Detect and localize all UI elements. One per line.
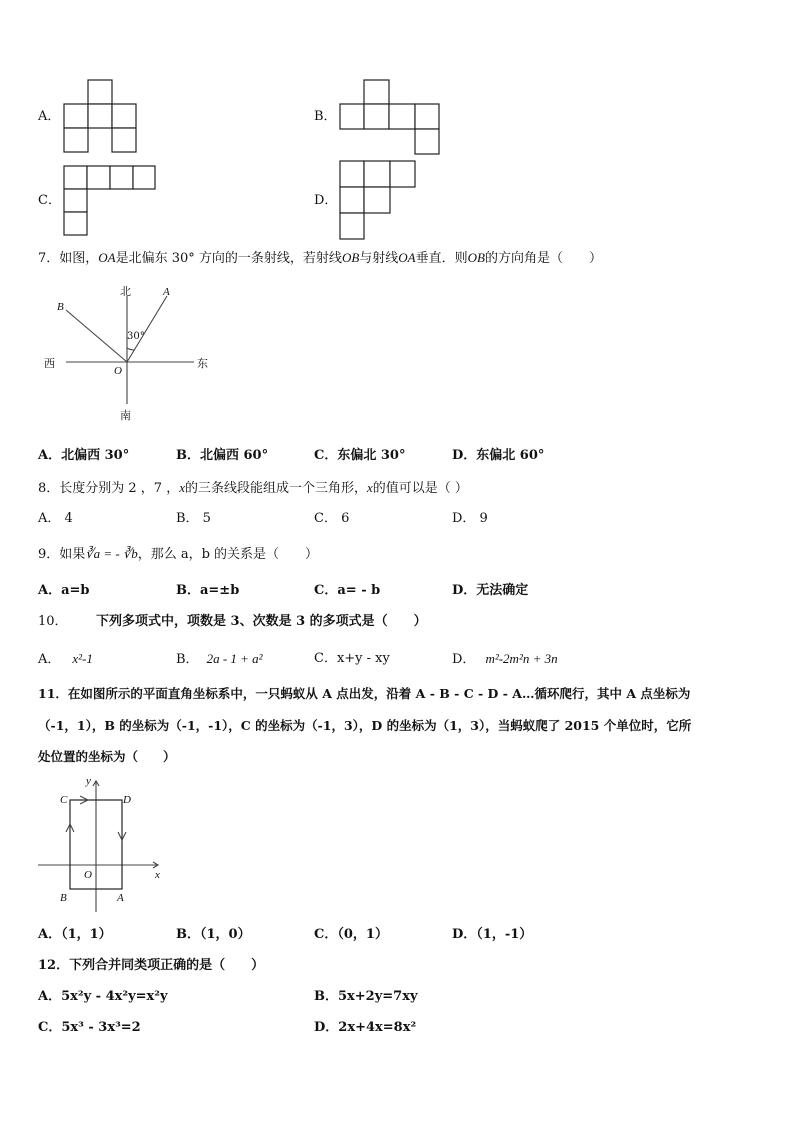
q12-option-a: A．5x²y - 4x²y=x²y: [38, 989, 168, 1004]
q11-option-a: A．（1，1）: [38, 927, 112, 942]
q7-option-a: A．北偏西 30°: [38, 448, 130, 463]
q10-option-a: A． x²-1: [38, 651, 93, 667]
q9-option-a: A．a=b: [38, 583, 90, 598]
q11-y-axis-label: y: [86, 775, 91, 787]
q8-option-c: C． 6: [314, 511, 350, 526]
q11-x-axis-label: x: [155, 869, 160, 881]
q11-stem-line1: 11．在如图所示的平面直角坐标系中，一只蚂蚁从 A 点出发，沿着 A - B - C - D - A…循环爬行，其中 A 点坐标为: [38, 686, 691, 701]
ray-a-label: A: [163, 286, 170, 298]
q9-stem: 9．如果∛a = - ∛b，那么 a，b 的关系是（ ）: [38, 546, 319, 562]
south-label: 南: [120, 409, 131, 422]
origin-o-label: O: [114, 365, 122, 377]
q6-option-b-label: B．: [314, 109, 337, 124]
q6-option-d-label: D．: [314, 193, 338, 208]
q11-stem-line2: （-1，1），B 的坐标为（-1，-1），C 的坐标为（-1，3），D 的坐标为（1，3），当蚂蚁爬了 2015 个单位时，它所: [38, 718, 692, 733]
q7-option-d: D．东偏北 60°: [452, 448, 545, 463]
q10-stem: 下列多项式中，项数是 3、次数是 3 的多项式是（ ）: [96, 614, 427, 629]
q6-option-c-label: C．: [38, 193, 61, 208]
q11-origin-label: O: [84, 869, 92, 881]
q8-option-d: D． 9: [452, 511, 488, 526]
q9-option-d: D．无法确定: [452, 583, 529, 598]
q10-number: 10．: [38, 614, 68, 629]
q9-option-c: C．a= - b: [314, 583, 381, 598]
q12-option-d: D．2x+4x=8x²: [314, 1020, 417, 1035]
q7-stem: 7．如图，OA是北偏东 30° 方向的一条射线，若射线OB与射线OA垂直．则OB的方向角是（ ）: [38, 250, 603, 266]
q6-option-a-label: A．: [38, 109, 61, 124]
q10-option-d: D． m²-2m²n + 3n: [452, 651, 558, 667]
q10-option-b: B． 2a - 1 + a²: [176, 651, 263, 667]
q11-stem-line3: 处位置的坐标为（ ）: [38, 749, 176, 764]
q11-option-b: B．（1，0）: [176, 927, 251, 942]
ray-b-label: B: [57, 301, 64, 313]
west-label: 西: [44, 357, 55, 370]
north-label: 北: [120, 285, 131, 298]
east-label: 东: [197, 357, 208, 370]
q11-option-c: C．（0，1）: [314, 927, 388, 942]
q8-stem: 8．长度分别为 2 ，7 ，x的三条线段能组成一个三角形，x的值可以是（ ）: [38, 480, 468, 496]
q12-option-c: C．5x³ - 3x³=2: [38, 1020, 141, 1035]
q11-option-d: D．（1，-1）: [452, 927, 533, 942]
q9-option-b: B．a=±b: [176, 583, 240, 598]
q7-option-c: C．东偏北 30°: [314, 448, 406, 463]
q12-option-b: B．5x+2y=7xy: [314, 989, 418, 1004]
q10-option-c: C．x+y - xy: [314, 651, 390, 666]
q11-point-b-label: B: [60, 892, 67, 904]
q11-point-c-label: C: [60, 794, 68, 806]
q11-point-a-label: A: [117, 892, 124, 904]
q7-option-b: B．北偏西 60°: [176, 448, 269, 463]
angle-30-label: 30°: [127, 331, 145, 342]
q12-stem: 12．下列合并同类项正确的是（ ）: [38, 958, 265, 973]
q11-point-d-label: D: [123, 794, 131, 806]
q8-option-a: A． 4: [38, 511, 73, 526]
q8-option-b: B． 5: [176, 511, 211, 526]
